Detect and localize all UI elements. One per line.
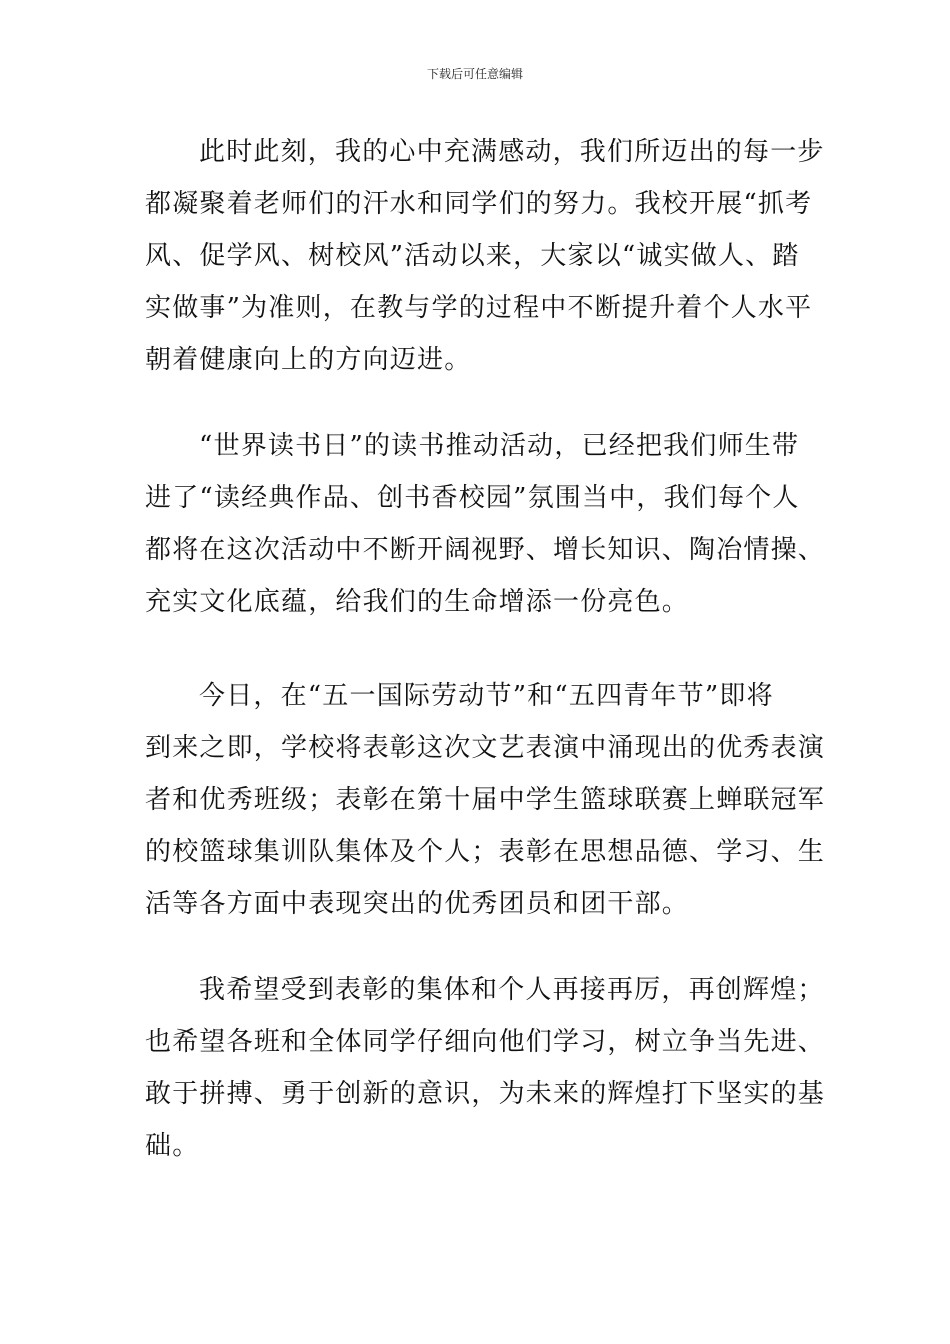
paragraph-line: 今日，在“五一国际劳动节”和“五四青年节”即将	[199, 681, 774, 711]
paragraph-line: 实做事”为准则，在教与学的过程中不断提升着个人水平	[145, 293, 813, 323]
paragraph-line: 敢于拼搏、勇于创新的意识，为未来的辉煌打下坚实的基	[145, 1079, 826, 1109]
paragraph-line: 活等各方面中表现突出的优秀团员和团干部。	[145, 889, 690, 919]
paragraph-line: 者和优秀班级；表彰在第十届中学生篮球联赛上蝉联冠军	[145, 785, 826, 815]
paragraph-line: 都凝聚着老师们的汗水和同学们的努力。我校开展“抓考	[145, 189, 813, 219]
paragraph-line: 朝着健康向上的方向迈进。	[145, 345, 472, 375]
paragraph-4	[145, 964, 826, 1172]
paragraph-line: 风、促学风、树校风”活动以来，大家以“诚实做人、踏	[145, 241, 800, 271]
paragraph-2	[145, 420, 826, 628]
paragraph-line: 到来之即，学校将表彰这次文艺表演中涌现出的优秀表演	[145, 733, 826, 763]
paragraph-line: 的校篮球集训队集体及个人；表彰在思想品德、学习、生	[145, 837, 826, 867]
paragraph-line: “世界读书日”的读书推动活动，已经把我们师生带	[199, 431, 800, 461]
paragraph-line: 础。	[145, 1131, 200, 1161]
page-header: 下载后可任意编辑	[426, 67, 523, 81]
paragraph-1	[145, 126, 825, 386]
paragraph-line: 充实文化底蕴，给我们的生命增添一份亮色。	[145, 587, 690, 617]
paragraph-line: 此时此刻，我的心中充满感动，我们所迈出的每一步	[199, 137, 825, 167]
paragraph-line: 进了“读经典作品、创书香校园”氛围当中，我们每个人	[145, 483, 800, 513]
paragraph-3	[145, 670, 826, 930]
paragraph-line: 我希望受到表彰的集体和个人再接再厉，再创辉煌；	[199, 975, 825, 1005]
paragraph-line: 都将在这次活动中不断开阔视野、增长知识、陶冶情操、	[145, 535, 826, 565]
paragraph-line: 也希望各班和全体同学仔细向他们学习，树立争当先进、	[145, 1027, 826, 1057]
